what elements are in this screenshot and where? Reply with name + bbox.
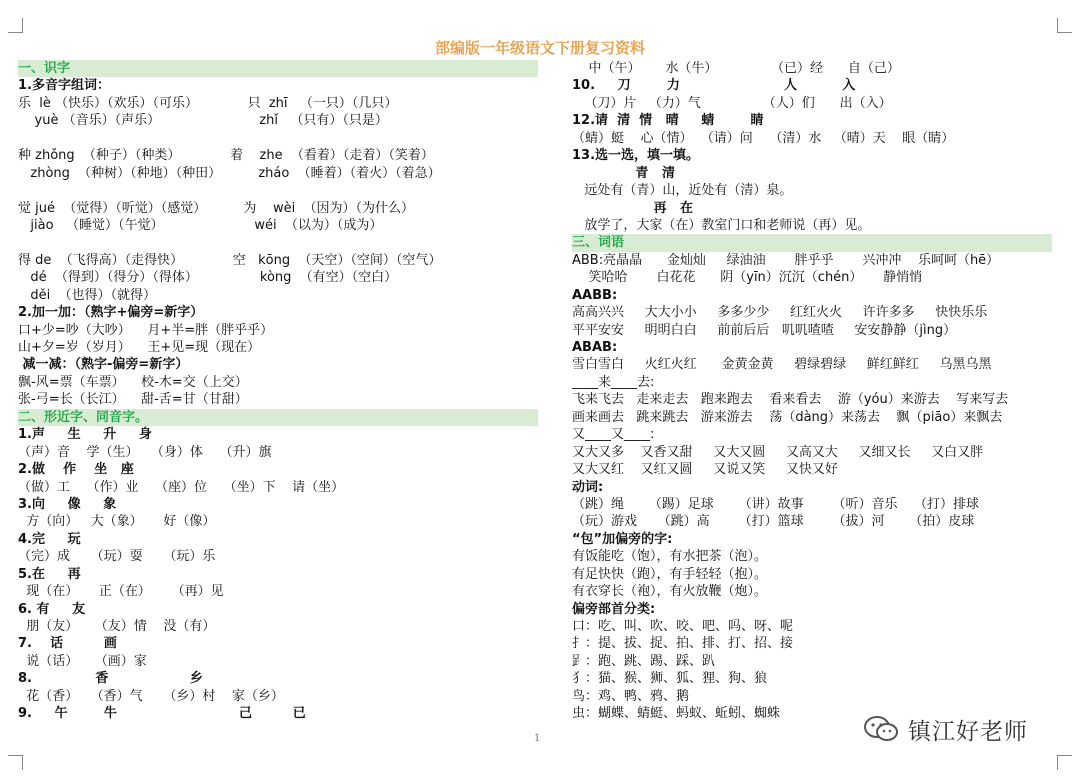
text-line: jiào （睡觉）（午觉） wéi （以为）（成为） (18, 217, 383, 233)
wechat-icon (862, 714, 900, 744)
text-line: 1.声 生 升 身 (18, 427, 152, 443)
text-line (18, 234, 538, 251)
text-line: zhòng （种树）（种地）（种田） zháo （睡着）（着火）（着急） (18, 165, 441, 181)
text-line: 平平安安 明明白白 前前后后 叽叽喳喳 安安静静（jìng） (572, 322, 957, 338)
text-line: dé （得到）（得分）（得体） kòng （有空）（空白） (18, 270, 398, 286)
text-line: 口+少=吵（大吵） 月+半=胖（胖乎乎） (18, 322, 274, 338)
text-line: 12.请 清 情 晴 蜻 睛 (572, 113, 764, 129)
text-line: 动词: (572, 479, 604, 495)
text-line: 雪白雪白 火红火红 金黄金黄 碧绿碧绿 鲜红鲜红 乌黑乌黑 (572, 357, 992, 373)
text-line: 4.完 玩 (18, 531, 81, 547)
text-line: 犭：猫、猴、狮、狐、狸、狗、狼 (572, 671, 768, 687)
text-line: yuè （音乐）（声乐） zhǐ （只有）（只是） (18, 113, 388, 129)
text-line: （刀）片 （力）气 （人）们 出（入） (572, 95, 892, 111)
watermark (862, 712, 1028, 746)
text-line: 又大又多 又香又甜 又大又圆 又高又大 又细又长 又白又胖 (572, 444, 984, 460)
text-line: （跳）绳 （踢）足球 （讲）故事 （听）音乐 （打）排球 (572, 496, 980, 512)
section-heading: 三、词语 (572, 234, 1052, 251)
watermark-text: 镇江好老师 (908, 718, 1028, 745)
text-line: 有衣穿长（袍），有火放鞭（炮）。 (572, 584, 768, 600)
text-line: 9. 午 牛 己 已 (18, 706, 306, 722)
text-line: 张-弓=长（长江） 甜-舌=甘（甘甜） (18, 392, 248, 408)
text-line: 5.在 再 (18, 566, 81, 582)
text-line: 飘-风=票（车票） 校-木=交（上交） (18, 374, 248, 390)
text-line: 鸟：鸡、鸭、鸦、鹅 (572, 688, 690, 704)
text-line: 高高兴兴 大大小小 多多少少 红红火火 许许多多 快快乐乐 (572, 305, 988, 321)
text-line: 种 zhǒng （种子）（种类） 着 zhe （看着）（走着）（笑着） (18, 148, 434, 164)
text-line: 有足快快（跑），有手轻轻（抱）。 (572, 566, 768, 582)
text-line: （玩）游戏 （跳）高 （打）篮球 （拔）河 （拍）皮球 (572, 514, 975, 530)
text-line: 朋（友） （友）情 没（有） (18, 619, 216, 634)
text-line: ABAB: (572, 340, 618, 355)
text-line: AABB: (572, 287, 618, 303)
text-line: 远处有（青）山，近处有（清）泉。 (572, 183, 793, 199)
text-line: děi （也得）（就得） (18, 287, 157, 303)
section-heading: 二、形近字、同音字。 (18, 409, 538, 426)
text-line: 乐 lè （快乐）（欢乐）（可乐） 只 zhī （一只）（几只） (18, 95, 398, 111)
document-title: 部编版一年级语文下册复习资料 (434, 39, 645, 57)
text-line (18, 182, 538, 199)
text-line: （声）音 学（生） （身）体 （升）旗 (18, 444, 272, 460)
text-line: 花（香） （香）气 （乡）村 家（乡） (18, 688, 284, 704)
crop-mark-bottom-right (1057, 755, 1072, 770)
text-line: 笑哈哈 白花花 阴（yīn）沉沉（chén） 静悄悄 (572, 270, 923, 286)
crop-mark-bottom-left (8, 755, 23, 770)
text-line: 说（话） （画）家 (18, 653, 147, 669)
text-line: 有饭能吃（饱），有水把茶（泡）。 (572, 549, 768, 565)
text-line: 扌：提、拔、捉、拍、排、打、招、接 (572, 636, 794, 652)
right-column (572, 60, 1052, 723)
text-line (18, 130, 538, 147)
text-line: 又大又红 又红又圆 又说又笑 又快又好 (572, 462, 838, 478)
crop-mark-top-right (1057, 18, 1072, 33)
text-line: 10. 刀 力 人 入 (572, 78, 856, 94)
text-line: 画来画去 跳来跳去 游来游去 荡（dàng）来荡去 飘（piāo）来飘去 (572, 409, 1003, 425)
text-line: 2.加一加：（熟字+偏旁=新字） (18, 305, 204, 321)
text-line: “包”加偏旁的字: (572, 531, 673, 547)
text-line: 6. 有 友 (18, 601, 86, 617)
text-line: 飞来飞去 走来走去 跑来跑去 看来看去 游（yóu）来游去 写来写去 (572, 392, 1009, 408)
text-line: 偏旁部首分类: (572, 601, 656, 617)
text-line: 青 清 (572, 165, 675, 181)
text-line: 现（在） 正（在） （再）见 (18, 584, 224, 600)
text-line: 山+夕=岁（岁月） 王+见=现（现在） (18, 340, 261, 355)
text-line: 减一减：（熟字-偏旁=新字） (18, 357, 189, 373)
text-line: （蜻）蜓 心（情） （请）问 （清）水 （晴）天 眼（睛） (572, 130, 955, 146)
text-line: （完）成 （玩）耍 （玩）乐 (18, 549, 216, 565)
text-line: 3.向 像 象 (18, 496, 117, 512)
text-line: 得 de （飞得高）（走得快） 空 kōng （天空）（空间）（空气） (18, 252, 442, 268)
text-line: 1.多音字组词： (18, 78, 110, 94)
text-line: 8. 香 乡 (18, 671, 203, 687)
text-line: 2.做 作 坐 座 (18, 462, 134, 478)
text-line: 虫：蝴蝶、蜻蜓、蚂蚁、蚯蚓、蜘蛛 (572, 706, 781, 722)
text-line: ____来____去: (572, 374, 655, 390)
text-line: 13.选一选，填一填。 (572, 148, 700, 164)
left-column (18, 60, 538, 723)
section-heading: 一、识字 (18, 60, 538, 77)
text-line: 中（午） 水（牛） （已）经 自（己） (572, 61, 900, 76)
text-line: ABB:亮晶晶 金灿灿 绿油油 胖乎乎 兴冲冲 乐呵呵（hē） (572, 252, 1000, 268)
crop-mark-top-left (8, 18, 23, 33)
text-line: 放学了，大家（在）教室门口和老师说（再）见。 (572, 217, 871, 233)
text-line: 方（向） 大（象） 好（像） (18, 514, 216, 530)
text-line: 又____又____: (572, 427, 655, 443)
text-line: 觉 jué （觉得）（听觉）（感觉） 为 wèi （因为）（为什么） (18, 200, 414, 216)
text-line: 再 在 (572, 200, 694, 216)
text-line: 口：吃、叫、吹、咬、吧、吗、呀、呢 (572, 619, 794, 634)
text-line: （做）工 （作）业 （座）位 （坐）下 请（坐） (18, 479, 345, 495)
text-line: 𧾷：跑、跳、踢、踩、趴 (572, 653, 716, 669)
page-number: 1 (534, 733, 541, 744)
text-line: 7. 话 画 (18, 636, 117, 652)
